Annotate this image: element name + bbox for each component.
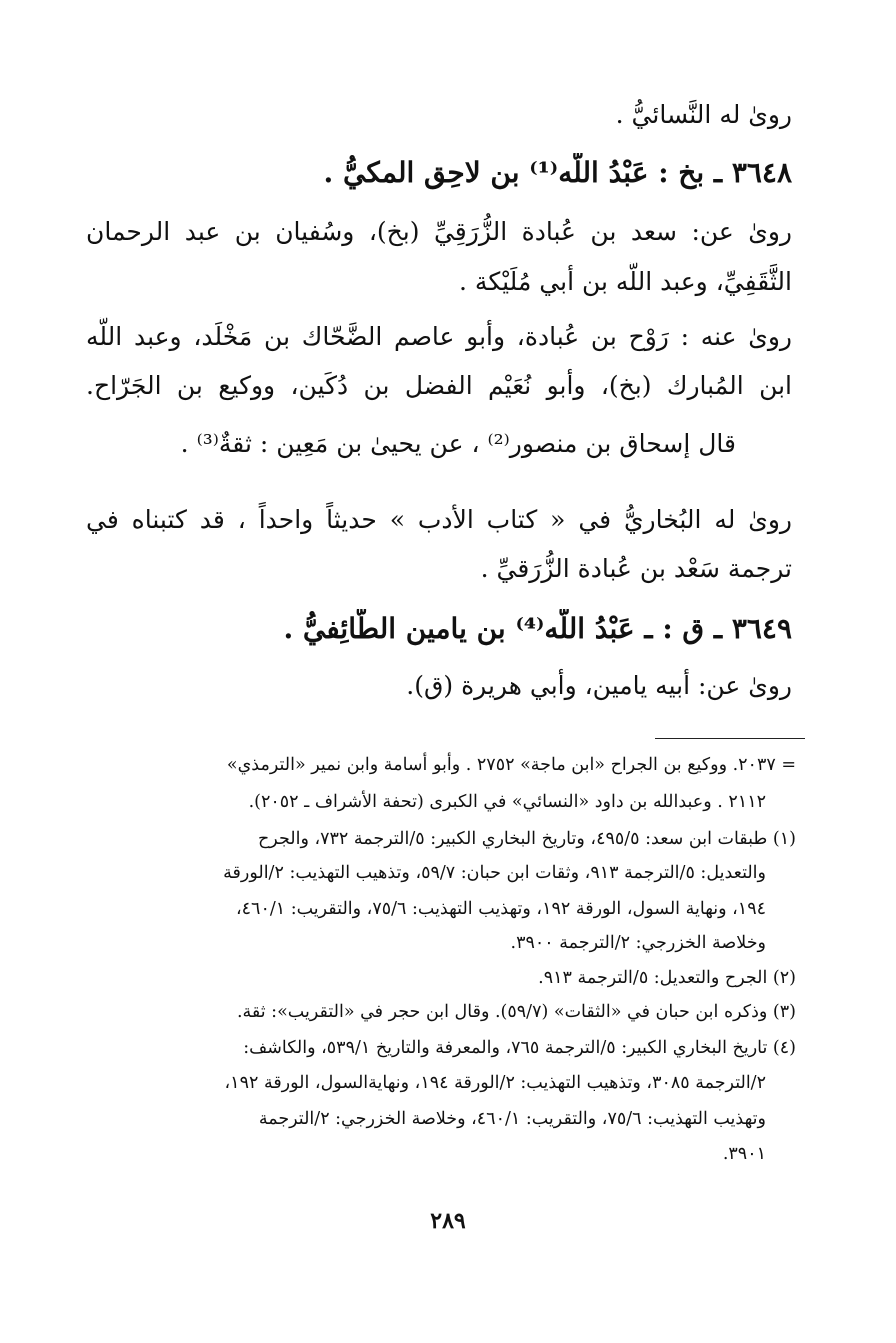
footnote-1: (١) طبقات ابن سعد: ٤٩٥/٥، وتاريخ البخاري الكبير: ٥/الترجمة ٧٣٢، والجرح bbox=[258, 829, 796, 849]
page-number: ٢٨٩ bbox=[430, 1208, 466, 1234]
narrated-from-line-cont: الثَّقَفِيِّ، وعبد اللَّه بن أبي مُلَيْكة . bbox=[459, 267, 792, 296]
footnote-1-line-3: ١٩٤، ونهاية السول، الورقة ١٩٢، وتهذيب التهذيب: ٧٥/٦، والتقريب: ٤٦٠/١، bbox=[235, 899, 766, 919]
bukhari-note-line: رویٰ له البُخاريُّ في « كتاب الأدب » حديثاً واحداً ، قد كتبناه في bbox=[86, 505, 792, 534]
ishaq-quote-line: قال إسحاق بن منصور⁽²⁾ ، عن يحيىٰ بن مَعِين : ثقةٌ⁽³⁾ . bbox=[180, 429, 736, 458]
entry-heading-3649: ٣٦٤٩ ـ ق : ـ عَبْدُ اللَّه⁽⁴⁾ بن يامين الطَّائِفيُّ . bbox=[283, 612, 792, 645]
footnote-1-line-2: والتعديل: ٥/الترجمة ٩١٣، وثقات ابن حبان: ٥٩/٧، وتذهيب التهذيب: ٢/الورقة bbox=[223, 863, 766, 883]
narrated-from-line-3649: رویٰ عن: أبيه يامين، وأبي هريرة (ق). bbox=[406, 671, 792, 700]
footnote-4-line-2: ٢/الترجمة ٣٠٨٥، وتذهيب التهذيب: ٢/الورقة ١٩٤، ونهايةالسول، الورقة ١٩٢، bbox=[224, 1073, 766, 1093]
footnote-separator bbox=[655, 738, 805, 739]
narrated-by-him-line: رویٰ عنه : رَوْح بن عُبادة، وأبو عاصم الضَّحّاك بن مَخْلَد، وعبد اللَّه bbox=[86, 322, 792, 351]
footnote-4: (٤) تاريخ البخاري الكبير: ٥/الترجمة ٧٦٥، والمعرفة والتاريخ ٥٣٩/١، والكاشف: bbox=[243, 1038, 796, 1058]
footnote-continuation: = ٢٠٣٧. ووكيع بن الجراح «ابن ماجة» ٢٧٥٢ . وأبو أسامة وابن نمير «الترمذي» bbox=[226, 755, 796, 775]
footnote-continuation-2: ٢١١٢ . وعبدالله بن داود «النسائي» في الكبرى (تحفة الأشراف ـ ٢٠٥٢). bbox=[248, 792, 766, 812]
narrated-from-line: رویٰ عن: سعد بن عُبادة الزُّرَقِيِّ (بخ)، وسُفيان بن عبد الرحمان bbox=[86, 217, 792, 246]
narrated-by-line: رویٰ له النَّسائيُّ . bbox=[615, 100, 792, 129]
footnote-2: (٢) الجرح والتعديل: ٥/الترجمة ٩١٣. bbox=[538, 968, 796, 988]
entry-heading-3648: ٣٦٤٨ ـ بخ : عَبْدُ اللَّه⁽¹⁾ بن لاحِق المكيُّ . bbox=[323, 156, 792, 189]
bukhari-note-line-cont: ترجمة سَعْد بن عُبادة الزُّرَقيِّ . bbox=[480, 554, 792, 583]
footnote-4-line-4: ٣٩٠١. bbox=[722, 1144, 766, 1164]
narrated-by-him-line-cont: ابن المُبارك (بخ)، وأبو نُعَيْم الفضل بن دُكَين، ووكيع بن الجَرّاح. bbox=[86, 371, 792, 400]
footnote-3: (٣) وذكره ابن حبان في «الثقات» (٥٩/٧). وقال ابن حجر في «التقريب»: ثقة. bbox=[236, 1002, 796, 1022]
footnote-1-line-4: وخلاصة الخزرجي: ٢/الترجمة ٣٩٠٠. bbox=[510, 933, 766, 953]
footnote-4-line-3: وتهذيب التهذيب: ٧٥/٦، والتقريب: ٤٦٠/١، وخلاصة الخزرجي: ٢/الترجمة bbox=[258, 1109, 766, 1129]
